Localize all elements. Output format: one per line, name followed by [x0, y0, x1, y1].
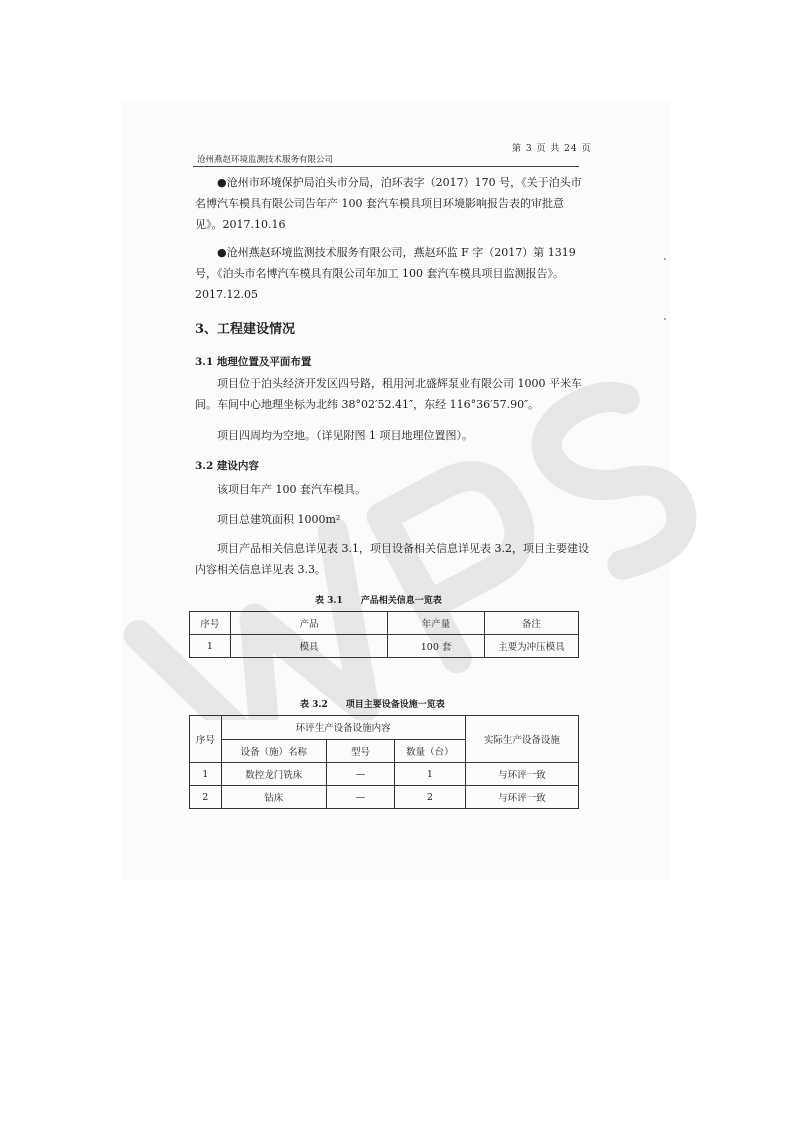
- table-cell: 1: [190, 635, 231, 658]
- table-header-cell: 备注: [484, 612, 578, 635]
- table-row: [190, 635, 579, 658]
- table-3-1: [189, 611, 579, 658]
- table-header-cell: 环评生产设备设施内容: [221, 716, 465, 740]
- table-cell: —: [326, 763, 394, 786]
- table-3-2: [189, 715, 579, 809]
- header-rule: [193, 166, 579, 167]
- output-paragraph: 该项目年产 100 套汽车模具。: [217, 483, 366, 496]
- table-row: [190, 786, 579, 809]
- area-paragraph: 项目总建筑面积 1000m²: [217, 513, 341, 526]
- table-cell: 模具: [230, 635, 388, 658]
- table-header-cell: 数量（台）: [395, 739, 465, 763]
- table-cell: 与环评一致: [465, 763, 578, 786]
- table-row: [190, 763, 579, 786]
- tables-intro-paragraph: 项目产品相关信息详见表 3.1，项目设备相关信息详见表 3.2，项目主要建设内容相关信息详见表 3.3。: [195, 542, 589, 576]
- table-cell: 与环评一致: [465, 786, 578, 809]
- table-3-1-caption: 表 3.1 产品相关信息一览表: [315, 596, 442, 606]
- table-cell: 1: [190, 763, 222, 786]
- table-cell: 2: [395, 786, 465, 809]
- table-header-cell: 产品: [230, 612, 388, 635]
- table-cell: 1: [395, 763, 465, 786]
- table-header-cell: 实际生产设备设施: [465, 716, 578, 763]
- table-header-row: [190, 716, 579, 740]
- table-cell: 100 套: [388, 635, 484, 658]
- table-cell: 主要为冲压模具: [484, 635, 578, 658]
- table-cell: —: [326, 786, 394, 809]
- table-3-2-caption: 表 3.2 项目主要设备设施一览表: [300, 700, 445, 710]
- surroundings-paragraph: 项目四周均为空地。（详见附图 1 项目地理位置图）。: [217, 429, 473, 442]
- table-cell: 数控龙门铣床: [221, 763, 326, 786]
- table-header-cell: 序号: [190, 716, 222, 763]
- scan-speck: [664, 258, 666, 260]
- section-3-heading: 3、工程建设情况: [195, 322, 296, 337]
- section-3-1-heading: 3.1 地理位置及平面布置: [195, 356, 312, 368]
- page-number: 第 3 页 共 24 页: [512, 144, 592, 154]
- table-header-cell: 年产量: [388, 612, 484, 635]
- table-header-row: [190, 612, 579, 635]
- scan-speck: [664, 318, 666, 320]
- reference-paragraph-2: ●沧州燕赵环境监测技术服务有限公司，燕赵环监 F 字（2017）第 1319 号，《泊头市名博汽车模具有限公司年加工 100 套汽车模具项目监测报告》。2017.12.05: [195, 246, 576, 301]
- section-3-2-heading: 3.2 建设内容: [195, 460, 259, 472]
- table-header-cell: 型号: [326, 739, 394, 763]
- table-header-cell: 序号: [190, 612, 231, 635]
- table-cell: 钻床: [221, 786, 326, 809]
- table-cell: 2: [190, 786, 222, 809]
- location-paragraph: 项目位于泊头经济开发区四号路，租用河北盛辉泵业有限公司 1000 平米车间。车间中心地理坐标为北纬 38°02′52.41″，东经 116°36′57.90″。: [195, 377, 582, 411]
- reference-paragraph-1: ●沧州市环境保护局泊头市分局，泊环表字（2017）170 号，《关于泊头市名博汽车模具有限公司告年产 100 套汽车模具项目环境影响报告表的审批意见》。2017.10.16: [195, 176, 582, 231]
- table-header-cell: 设备（施）名称: [221, 739, 326, 763]
- company-header: 沧州燕赵环境监测技术服务有限公司: [197, 155, 334, 165]
